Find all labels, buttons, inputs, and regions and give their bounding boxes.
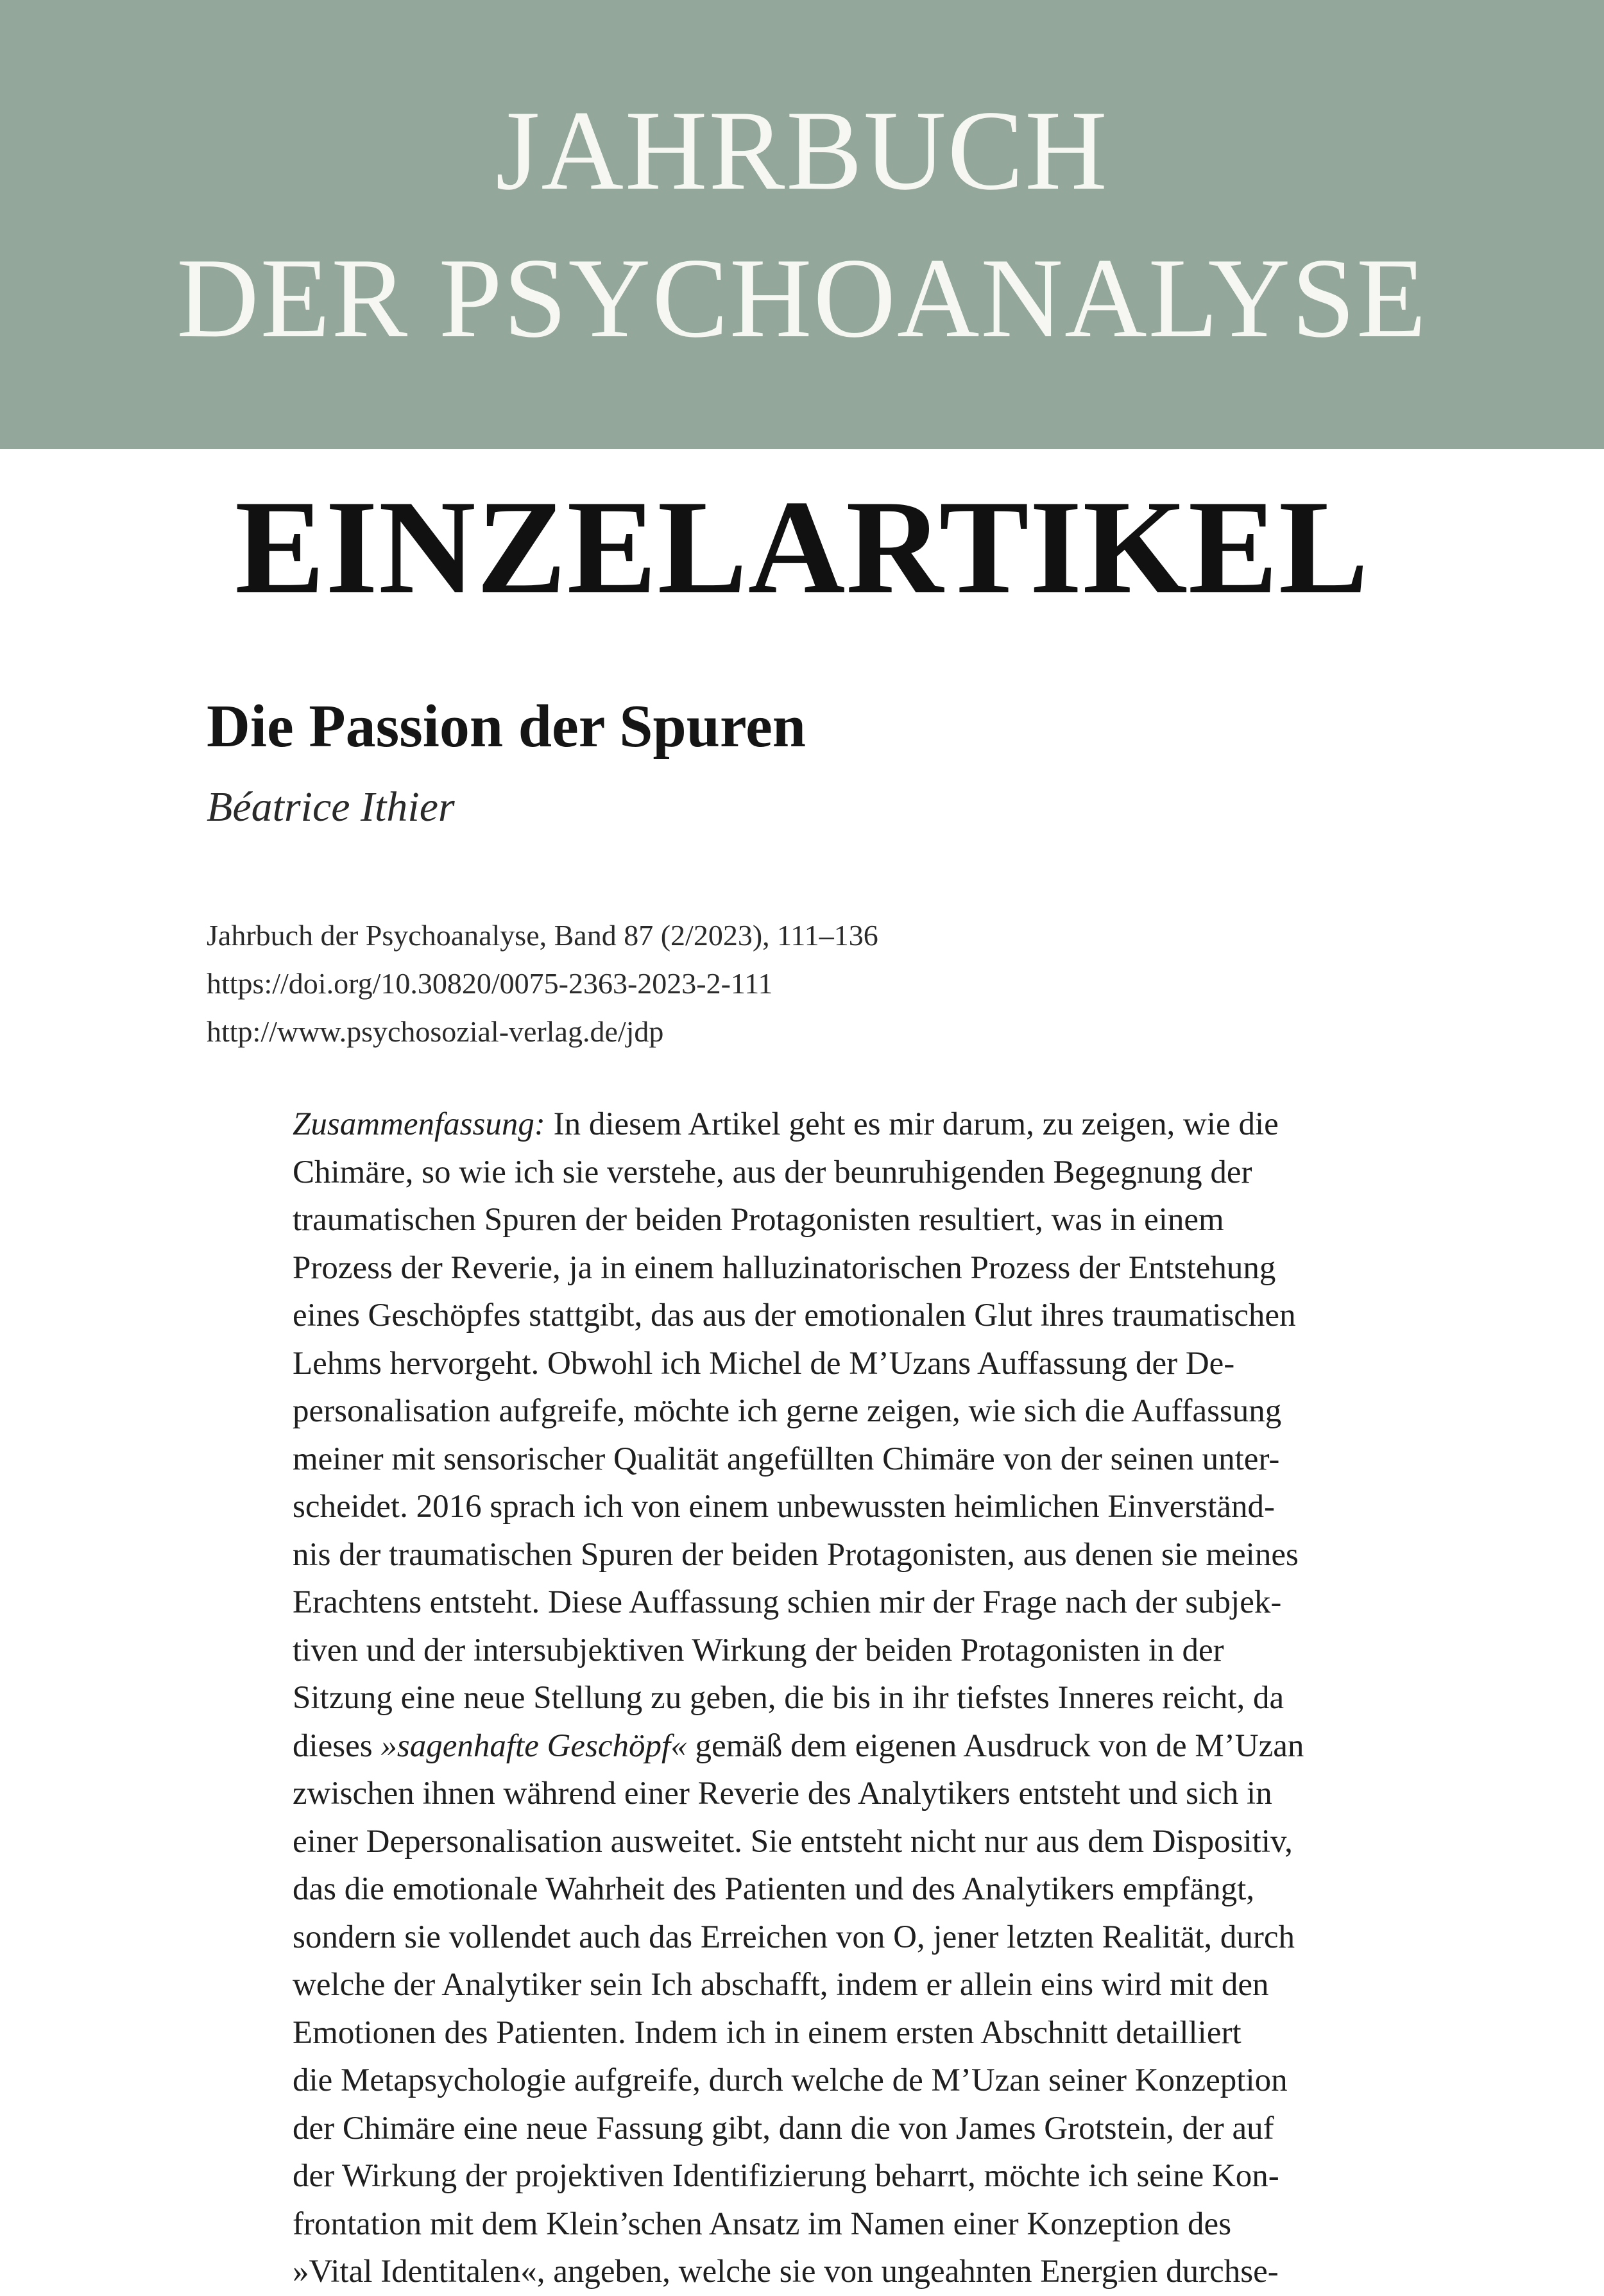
abstract-line (293, 1101, 1356, 1149)
abstract-line: eines Geschöpfes stattgibt, das aus der emotionalen Glut ihres traumatischen (293, 1298, 1296, 1333)
abstract-line: Emotionen des Patienten. Indem ich in einem ersten Abschnitt detailliert (293, 2014, 1241, 2051)
doi-link[interactable]: https://doi.org/10.30820/0075-2363-2023-2-111 (207, 967, 773, 1000)
section-title: EINZELARTIKEL (235, 473, 1369, 622)
abstract-line: Prozess der Reverie, ja in einem halluzinatorischen Prozess der Entstehung (293, 1249, 1276, 1286)
journal-title-line2: DER PSYCHOANALYSE (176, 234, 1428, 361)
abstract (293, 1101, 1356, 2290)
article-author: Béatrice Ithier (207, 784, 455, 830)
abstract-line: tiven und der intersubjektiven Wirkung der beiden Protagonisten in der (293, 1632, 1224, 1668)
publisher-link[interactable]: http://www.psychosozial-verlag.de/jdp (207, 1015, 664, 1048)
abstract-line: der Chimäre eine neue Fassung gibt, dann die von James Grotstein, der auf (293, 2110, 1274, 2146)
abstract-line: scheidet. 2016 sprach ich von einem unbewussten heimlichen Einverständ- (293, 1489, 1275, 1525)
abstract-line: welche der Analytiker sein Ich abschafft, indem er allein eins wird mit den (293, 1967, 1269, 2003)
abstract-line: das die emotionale Wahrheit des Patienten und des Analytikers empfängt, (293, 1871, 1255, 1907)
abstract-quote-line: dieses »sagenhafte Geschöpf« gemäß dem eigenen Ausdruck von de M’Uzan (293, 1727, 1304, 1764)
abstract-line: die Metapsychologie aufgreife, durch welche de M’Uzan seiner Konzeption (293, 2062, 1288, 2098)
journal-banner (0, 0, 1604, 449)
abstract-line: traumatischen Spuren der beiden Protagonisten resultiert, was in einem (293, 1202, 1224, 1238)
citation-block (207, 911, 1426, 1056)
abstract-line: einer Depersonalisation ausweitet. Sie entsteht nicht nur aus dem Dispositiv, (293, 1823, 1293, 1860)
abstract-line: zwischen ihnen während einer Reverie des Analytikers entsteht und sich in (293, 1776, 1272, 1812)
abstract-line: Erachtens entsteht. Diese Auffassung schien mir der Frage nach der subjek- (293, 1584, 1282, 1620)
abstract-label: Zusammenfassung: In diesem Artikel geht es mir darum, zu zeigen, wie die (293, 1106, 1279, 1142)
abstract-line: meiner mit sensorischer Qualität angefüllten Chimäre von der seinen unter- (293, 1441, 1280, 1477)
abstract-line: Lehms hervorgeht. Obwohl ich Michel de M’Uzans Auffassung der De- (293, 1345, 1235, 1382)
journal-title-line1: JAHRBUCH (495, 87, 1109, 214)
abstract-line: der Wirkung der projektiven Identifizierung beharrt, möchte ich seine Kon- (293, 2158, 1279, 2194)
abstract-line (293, 1722, 1356, 1770)
abstract-line: nis der traumatischen Spuren der beiden Protagonisten, aus denen sie meines (293, 1536, 1299, 1573)
abstract-line: Chimäre, so wie ich sie verstehe, aus der beunruhigenden Begegnung der (293, 1154, 1252, 1190)
abstract-line: Sitzung eine neue Stellung zu geben, die bis in ihr tiefstes Inneres reicht, da (293, 1680, 1284, 1716)
abstract-line: frontation mit dem Klein’schen Ansatz im Namen einer Konzeption des (293, 2206, 1232, 2242)
article-title: Die Passion der Spuren (207, 693, 806, 760)
abstract-line: personalisation aufgreife, möchte ich gerne zeigen, wie sich die Auffassung (293, 1393, 1282, 1429)
abstract-line: »Vital Identitalen«, angeben, welche sie von ungeahnten Energien durchse- (293, 2254, 1279, 2290)
abstract-line: sondern sie vollendet auch das Erreichen von O, jener letzten Realität, durch (293, 1919, 1295, 1955)
citation-text: Jahrbuch der Psychoanalyse, Band 87 (2/2023), 111–136 (207, 919, 878, 952)
